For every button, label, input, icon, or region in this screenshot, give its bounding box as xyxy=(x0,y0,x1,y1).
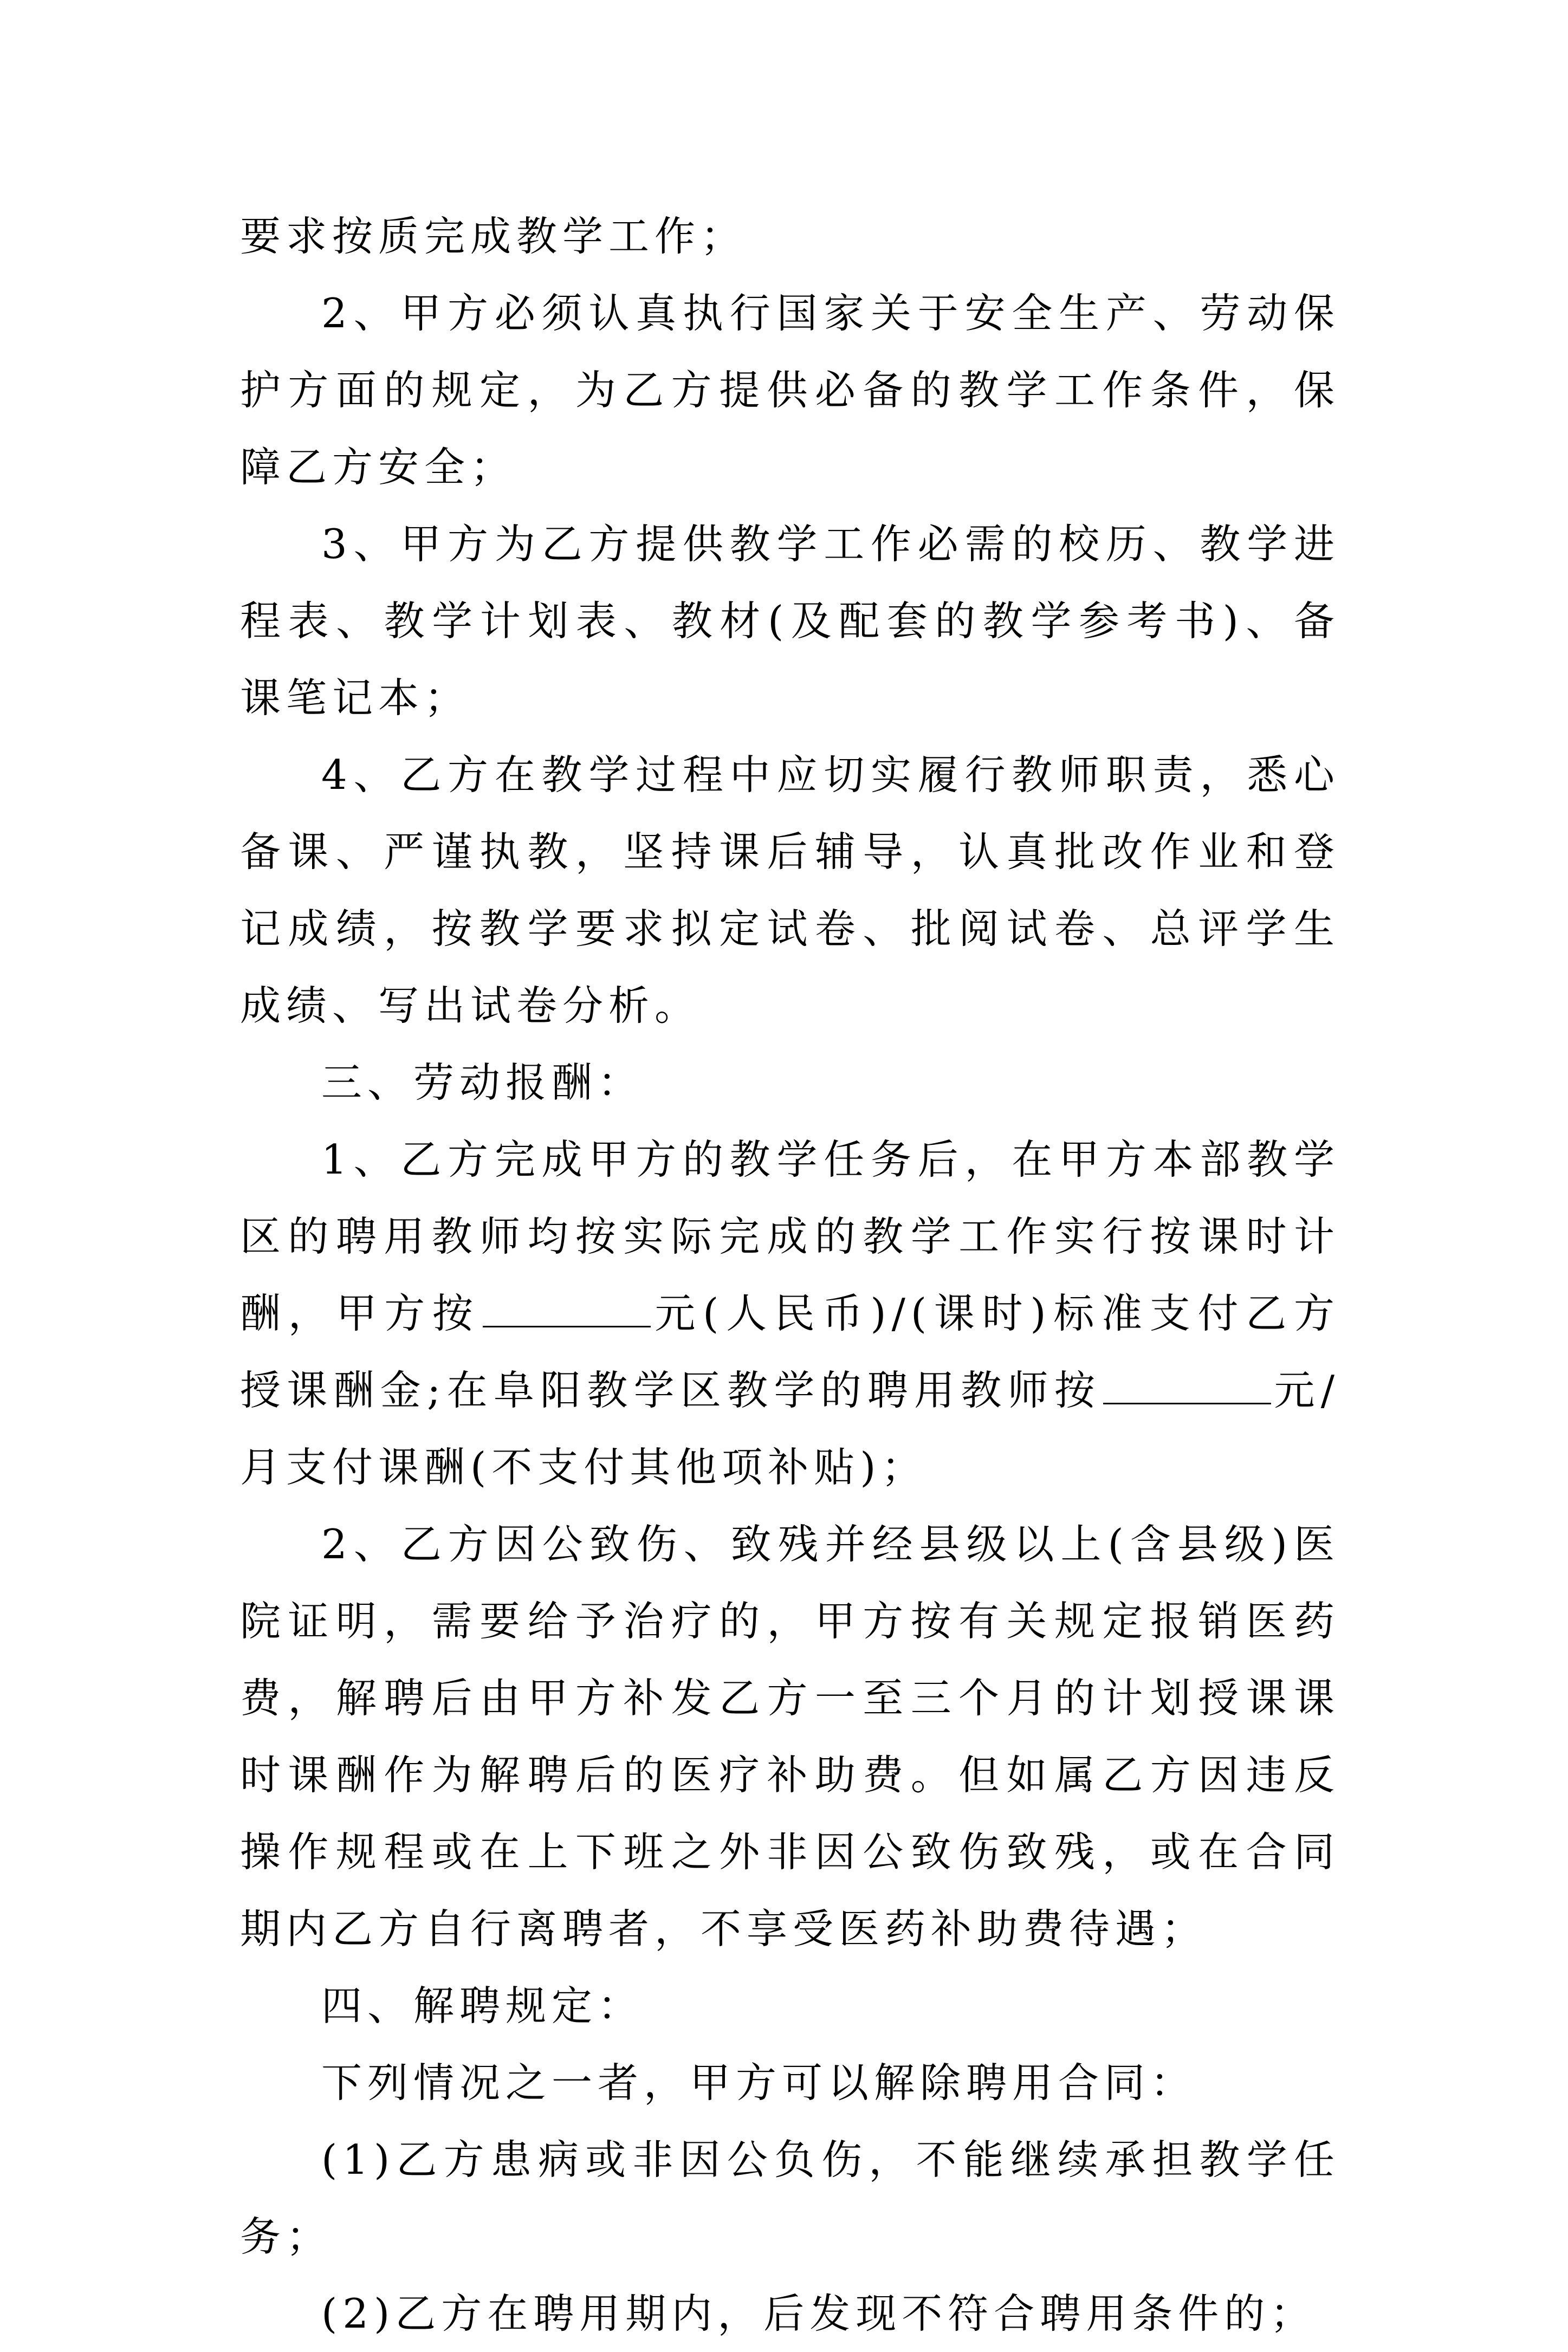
fill-blank-rate-per-hour xyxy=(483,1325,651,1327)
clause-3-1-part1: 1、乙方完成甲方的教学任务后，在甲方本部教学区的聘用教师均按实际完成的教学工作实行按课时计酬，甲方按 xyxy=(240,1136,1340,1337)
paragraph-clause-3-2: 2、乙方因公致伤、致残并经县级以上(含县级)医院证明，需要给予治疗的，甲方按有关规定报销医药费，解聘后由甲方补发乙方一至三个月的计划授课课时课酬作为解聘后的医疗补助费。但如属乙方因违反操作规程或在上下班之外非因公致伤致残，或在合同期内乙方自行离聘者，不享受医药补助费待遇； xyxy=(240,1520,1340,1953)
paragraph-clause-3-1 xyxy=(240,1121,1340,1506)
paragraph-clause-2-2: 2、甲方必须认真执行国家关于安全生产、劳动保护方面的规定，为乙方提供必备的教学工作条件，保障乙方安全； xyxy=(240,289,1340,491)
fill-blank-monthly-rate xyxy=(1103,1402,1271,1404)
paragraph-dismissal-intro: 下列情况之一者，甲方可以解除聘用合同： xyxy=(321,2059,1197,2107)
clause-3-1-part2: 元(人民币)/(课时)标准支付乙方授课酬金;在阜阳教学区教学的聘用教师按 xyxy=(240,1290,1340,1414)
paragraph-continuation: 要求按质完成教学工作； xyxy=(240,212,747,260)
paragraph-clause-2-4: 4、乙方在教学过程中应切实履行教师职责，悉心备课、严谨执教，坚持课后辅导，认真批改作业和登记成绩，按教学要求拟定试卷、批阅试卷、总评学生成绩、写出试卷分析。 xyxy=(240,751,1340,1029)
section-heading-dismissal: 四、解聘规定： xyxy=(321,1982,644,2030)
clause-3-1-part3: 元/月支付课酬(不支付其他项补贴)； xyxy=(240,1366,1340,1491)
section-heading-remuneration: 三、劳动报酬： xyxy=(321,1059,644,1106)
document-body xyxy=(240,198,1340,2352)
paragraph-clause-2-3: 3、甲方为乙方提供教学工作必需的校历、教学进程表、教学计划表、教材(及配套的教学参考书)、备课笔记本； xyxy=(240,520,1340,722)
paragraph-dismissal-item-2: (2)乙方在聘用期内，后发现不符合聘用条件的； xyxy=(321,2290,1317,2337)
paragraph-dismissal-item-1: (1)乙方患病或非因公负伤，不能继续承担教学任务； xyxy=(240,2136,1340,2260)
